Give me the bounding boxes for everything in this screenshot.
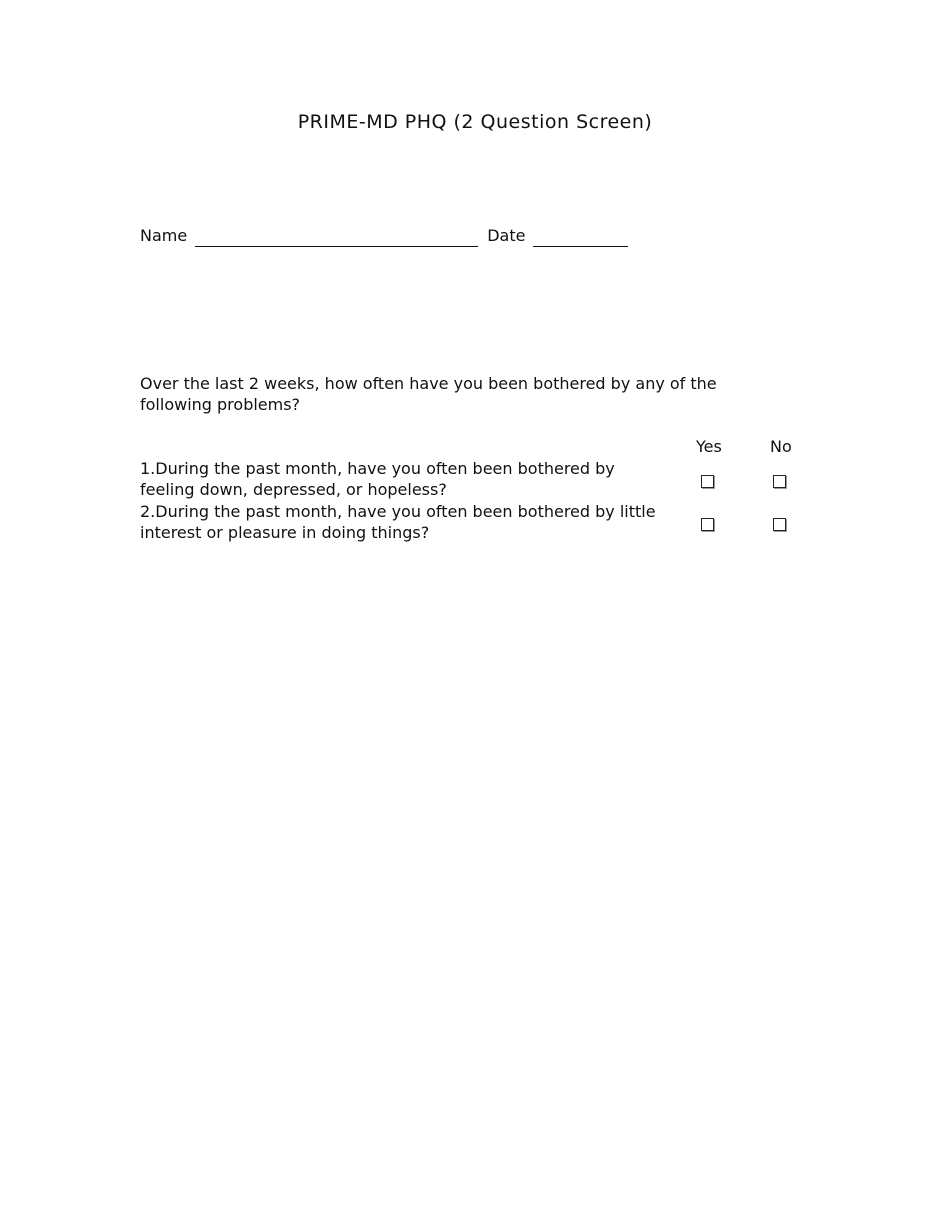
- question-1-yes-checkbox[interactable]: [701, 475, 714, 488]
- name-date-row: [140, 221, 637, 247]
- question-2-yes-checkbox[interactable]: [701, 518, 714, 531]
- yes-column-header: Yes: [696, 437, 722, 456]
- question-2-text: 2.During the past month, have you often been bothered by little interest or pleasure in doing things?: [140, 502, 656, 542]
- document-title: PRIME-MD PHQ (2 Question Screen): [297, 111, 653, 133]
- date-label: Date: [487, 226, 526, 245]
- date-field[interactable]: [533, 224, 628, 247]
- intro-text: Over the last 2 weeks, how often have you been bothered by any of the following problems?: [140, 374, 717, 414]
- question-2-no-checkbox[interactable]: [773, 518, 786, 531]
- question-1-text: 1.During the past month, have you often been bothered by feeling down, depressed, or hopeless?: [140, 459, 615, 499]
- question-1-no-checkbox[interactable]: [773, 475, 786, 488]
- name-label: Name: [140, 226, 188, 245]
- name-field[interactable]: [195, 224, 478, 247]
- no-column-header: No: [770, 437, 792, 456]
